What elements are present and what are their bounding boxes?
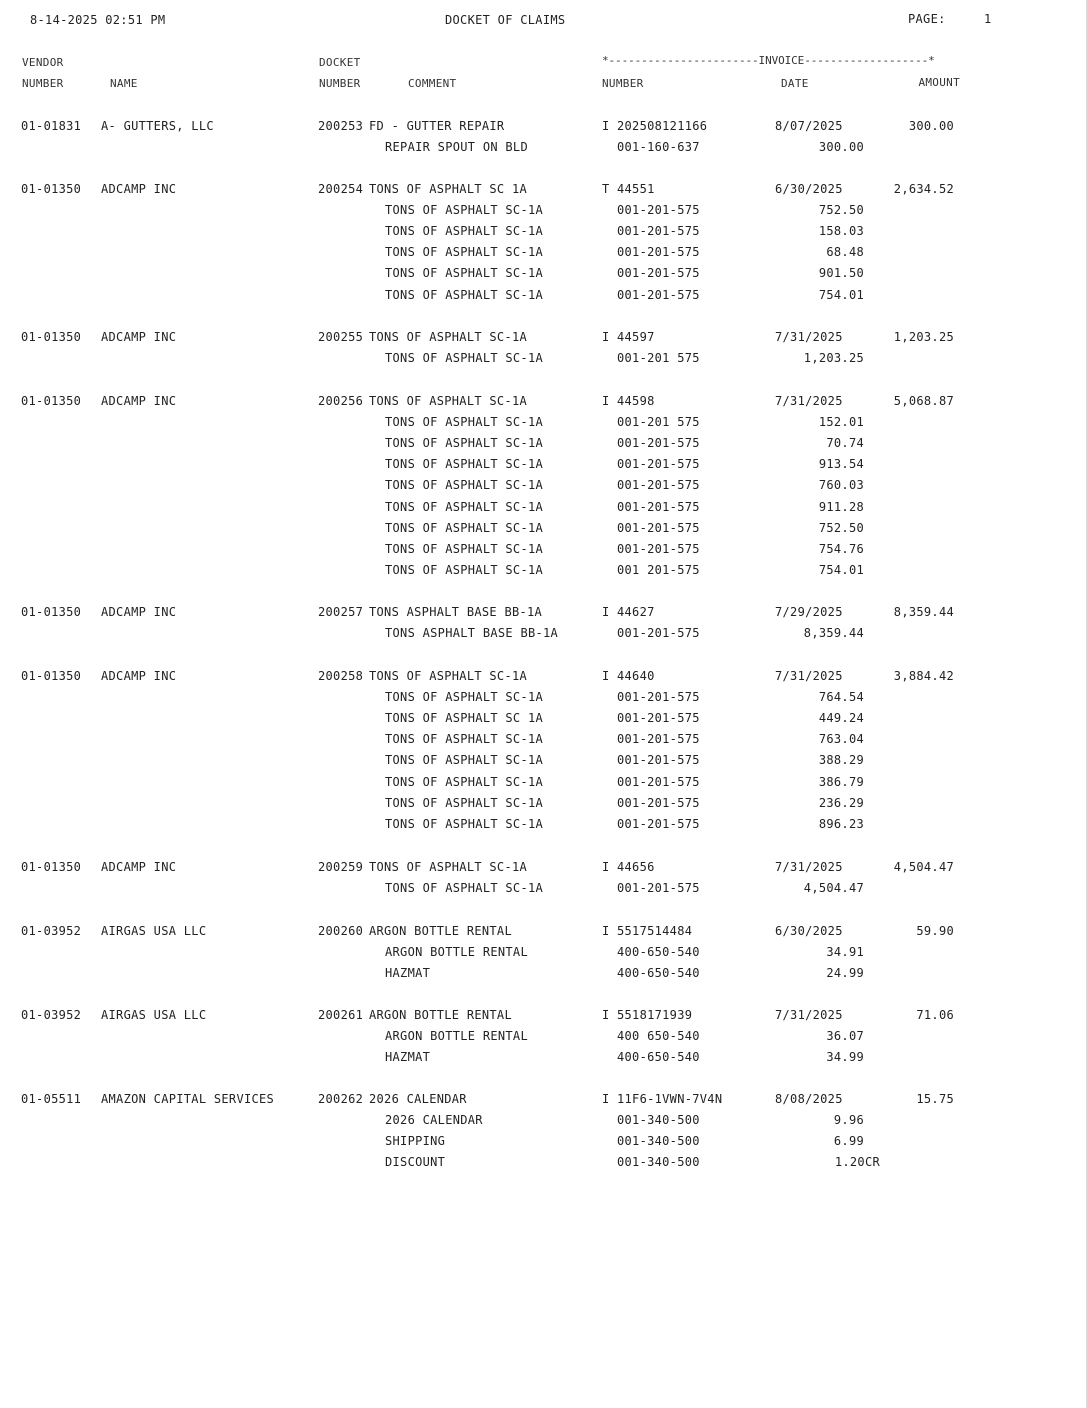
claim-comment: TONS OF ASPHALT SC-1A <box>369 669 528 683</box>
line-account: 001-201-575 <box>617 245 700 259</box>
vendor-name: ADCAMP INC <box>101 182 177 196</box>
line-description: TONS OF ASPHALT SC-1A <box>385 224 544 238</box>
invoice-date: 7/31/2025 <box>775 394 843 408</box>
line-amount: 911.28 <box>818 500 864 514</box>
invoice-amount: 4,504.47 <box>893 860 954 874</box>
line-account: 001-201-575 <box>617 542 700 556</box>
line-amount: 158.03 <box>818 224 864 238</box>
col-comment: COMMENT <box>408 77 457 90</box>
line-amount: 760.03 <box>818 478 864 492</box>
invoice-number: 44640 <box>617 669 655 683</box>
line-amount: 152.01 <box>818 415 864 429</box>
line-amount: 754.76 <box>818 542 864 556</box>
line-amount: 754.01 <box>818 288 864 302</box>
invoice-date: 6/30/2025 <box>775 182 843 196</box>
invoice-amount: 71.06 <box>916 1008 954 1022</box>
line-amount: 8,359.44 <box>803 626 864 640</box>
vendor-name: ADCAMP INC <box>101 394 177 408</box>
line-description: TONS OF ASPHALT SC-1A <box>385 753 544 767</box>
col-amount: AMOUNT <box>918 76 960 89</box>
invoice-number: 44551 <box>617 182 655 196</box>
invoice-amount: 59.90 <box>916 924 954 938</box>
col-date: DATE <box>781 77 809 90</box>
line-description: SHIPPING <box>385 1134 446 1148</box>
line-description: TONS OF ASPHALT SC-1A <box>385 775 544 789</box>
vendor-number: 01-03952 <box>21 1008 82 1022</box>
line-amount: 752.50 <box>818 521 864 535</box>
invoice-amount: 8,359.44 <box>893 605 954 619</box>
col-docket-number: NUMBER <box>319 77 361 90</box>
line-account: 001-160-637 <box>617 140 700 154</box>
line-amount: 1,203.25 <box>803 351 864 365</box>
invoice-date: 7/29/2025 <box>775 605 843 619</box>
invoice-type: I <box>602 860 610 874</box>
docket-number: 200255 <box>318 330 364 344</box>
line-amount: 24.99 <box>826 966 864 980</box>
docket-number: 200261 <box>318 1008 364 1022</box>
line-amount: 300.00 <box>818 140 864 154</box>
line-description: TONS OF ASPHALT SC-1A <box>385 690 544 704</box>
docket-number: 200257 <box>318 605 364 619</box>
col-invoice-banner: *-----------------------INVOICE-------------------* <box>602 54 935 67</box>
invoice-amount: 1,203.25 <box>893 330 954 344</box>
line-description: TONS OF ASPHALT SC-1A <box>385 351 544 365</box>
vendor-number: 01-01831 <box>21 119 82 133</box>
line-account: 001 201-575 <box>617 563 700 577</box>
line-account: 001-201-575 <box>617 732 700 746</box>
invoice-number: 5517514484 <box>617 924 693 938</box>
line-description: TONS OF ASPHALT SC-1A <box>385 817 544 831</box>
docket-number: 200256 <box>318 394 364 408</box>
invoice-amount: 300.00 <box>908 119 954 133</box>
invoice-type: T <box>602 182 610 196</box>
invoice-number: 44597 <box>617 330 655 344</box>
print-datetime: 8-14-2025 02:51 PM <box>30 13 166 27</box>
vendor-name: A- GUTTERS, LLC <box>101 119 214 133</box>
invoice-date: 6/30/2025 <box>775 924 843 938</box>
page-label: PAGE: <box>908 12 946 26</box>
claim-comment: TONS OF ASPHALT SC-1A <box>369 860 528 874</box>
invoice-type: I <box>602 394 610 408</box>
claim-comment: FD - GUTTER REPAIR <box>369 119 505 133</box>
docket-number: 200260 <box>318 924 364 938</box>
line-account: 001-201-575 <box>617 203 700 217</box>
vendor-name: AMAZON CAPITAL SERVICES <box>101 1092 275 1106</box>
line-description: TONS OF ASPHALT SC-1A <box>385 500 544 514</box>
line-description: 2026 CALENDAR <box>385 1113 483 1127</box>
line-account: 400-650-540 <box>617 945 700 959</box>
claim-comment: ARGON BOTTLE RENTAL <box>369 924 512 938</box>
line-account: 001-201 575 <box>617 351 700 365</box>
line-description: TONS OF ASPHALT SC-1A <box>385 478 544 492</box>
vendor-name: AIRGAS USA LLC <box>101 1008 207 1022</box>
line-account: 001-201-575 <box>617 500 700 514</box>
line-amount: 449.24 <box>818 711 864 725</box>
invoice-number: 202508121166 <box>617 119 708 133</box>
line-account: 001-201-575 <box>617 436 700 450</box>
col-invoice-number: NUMBER <box>602 77 644 90</box>
vendor-name: AIRGAS USA LLC <box>101 924 207 938</box>
line-amount: 386.79 <box>818 775 864 789</box>
line-description: ARGON BOTTLE RENTAL <box>385 1029 528 1043</box>
line-description: TONS OF ASPHALT SC-1A <box>385 245 544 259</box>
vendor-name: ADCAMP INC <box>101 669 177 683</box>
invoice-amount: 5,068.87 <box>893 394 954 408</box>
vendor-number: 01-01350 <box>21 394 82 408</box>
col-name: NAME <box>110 77 138 90</box>
line-account: 001-201-575 <box>617 775 700 789</box>
invoice-type: I <box>602 669 610 683</box>
line-description: REPAIR SPOUT ON BLD <box>385 140 528 154</box>
line-amount: 4,504.47 <box>803 881 864 895</box>
line-description: TONS OF ASPHALT SC-1A <box>385 881 544 895</box>
invoice-date: 8/08/2025 <box>775 1092 843 1106</box>
line-amount: 763.04 <box>818 732 864 746</box>
line-account: 001-201-575 <box>617 288 700 302</box>
docket-number: 200254 <box>318 182 364 196</box>
line-description: TONS OF ASPHALT SC-1A <box>385 288 544 302</box>
line-amount: 34.99 <box>826 1050 864 1064</box>
claim-comment: TONS OF ASPHALT SC 1A <box>369 182 528 196</box>
report-title: DOCKET OF CLAIMS <box>445 13 566 27</box>
invoice-type: I <box>602 1008 610 1022</box>
line-description: TONS OF ASPHALT SC-1A <box>385 266 544 280</box>
line-description: DISCOUNT <box>385 1155 446 1169</box>
invoice-date: 7/31/2025 <box>775 1008 843 1022</box>
line-description: TONS OF ASPHALT SC-1A <box>385 415 544 429</box>
col-vendor-number: NUMBER <box>22 77 64 90</box>
invoice-type: I <box>602 330 610 344</box>
invoice-number: 11F6-1VWN-7V4N <box>617 1092 723 1106</box>
line-description: HAZMAT <box>385 1050 431 1064</box>
line-description: HAZMAT <box>385 966 431 980</box>
line-amount: 70.74 <box>826 436 864 450</box>
line-account: 001-201-575 <box>617 796 700 810</box>
claim-comment: TONS OF ASPHALT SC-1A <box>369 330 528 344</box>
vendor-name: ADCAMP INC <box>101 330 177 344</box>
line-description: TONS OF ASPHALT SC-1A <box>385 203 544 217</box>
line-account: 001-340-500 <box>617 1134 700 1148</box>
line-amount: 6.99 <box>833 1134 864 1148</box>
line-amount: 896.23 <box>818 817 864 831</box>
line-amount: 9.96 <box>833 1113 864 1127</box>
invoice-amount: 15.75 <box>916 1092 954 1106</box>
invoice-type: I <box>602 924 610 938</box>
line-amount: 34.91 <box>826 945 864 959</box>
claim-comment: ARGON BOTTLE RENTAL <box>369 1008 512 1022</box>
invoice-amount: 2,634.52 <box>893 182 954 196</box>
vendor-number: 01-01350 <box>21 860 82 874</box>
line-amount: 36.07 <box>826 1029 864 1043</box>
line-description: TONS ASPHALT BASE BB-1A <box>385 626 559 640</box>
line-amount-credit: 1.20CR <box>834 1155 880 1169</box>
line-account: 001-340-500 <box>617 1155 700 1169</box>
invoice-number: 5518171939 <box>617 1008 693 1022</box>
invoice-date: 8/07/2025 <box>775 119 843 133</box>
vendor-number: 01-01350 <box>21 605 82 619</box>
invoice-type: I <box>602 1092 610 1106</box>
invoice-number: 44656 <box>617 860 655 874</box>
vendor-name: ADCAMP INC <box>101 860 177 874</box>
vendor-number: 01-03952 <box>21 924 82 938</box>
line-amount: 752.50 <box>818 203 864 217</box>
line-account: 001-201-575 <box>617 478 700 492</box>
line-account: 001-201-575 <box>617 881 700 895</box>
vendor-number: 01-05511 <box>21 1092 82 1106</box>
invoice-type: I <box>602 119 610 133</box>
line-account: 001-201-575 <box>617 457 700 471</box>
col-vendor-top: VENDOR <box>22 56 64 69</box>
line-account: 001-340-500 <box>617 1113 700 1127</box>
line-account: 001-201-575 <box>617 521 700 535</box>
line-account: 001-201 575 <box>617 415 700 429</box>
line-account: 001-201-575 <box>617 266 700 280</box>
claim-comment: TONS OF ASPHALT SC-1A <box>369 394 528 408</box>
line-description: TONS OF ASPHALT SC-1A <box>385 796 544 810</box>
line-description: TONS OF ASPHALT SC-1A <box>385 521 544 535</box>
claim-comment: TONS ASPHALT BASE BB-1A <box>369 605 543 619</box>
docket-number: 200253 <box>318 119 364 133</box>
vendor-name: ADCAMP INC <box>101 605 177 619</box>
claim-comment: 2026 CALENDAR <box>369 1092 467 1106</box>
line-account: 001-201-575 <box>617 626 700 640</box>
line-amount: 901.50 <box>818 266 864 280</box>
line-account: 001-201-575 <box>617 690 700 704</box>
line-description: TONS OF ASPHALT SC-1A <box>385 436 544 450</box>
col-docket-top: DOCKET <box>319 56 361 69</box>
invoice-type: I <box>602 605 610 619</box>
line-description: TONS OF ASPHALT SC-1A <box>385 732 544 746</box>
vendor-number: 01-01350 <box>21 182 82 196</box>
line-amount: 236.29 <box>818 796 864 810</box>
line-description: TONS OF ASPHALT SC 1A <box>385 711 544 725</box>
vendor-number: 01-01350 <box>21 669 82 683</box>
docket-number: 200262 <box>318 1092 364 1106</box>
invoice-amount: 3,884.42 <box>893 669 954 683</box>
docket-number: 200259 <box>318 860 364 874</box>
invoice-date: 7/31/2025 <box>775 330 843 344</box>
invoice-number: 44598 <box>617 394 655 408</box>
invoice-date: 7/31/2025 <box>775 860 843 874</box>
line-amount: 754.01 <box>818 563 864 577</box>
line-account: 400 650-540 <box>617 1029 700 1043</box>
line-amount: 764.54 <box>818 690 864 704</box>
line-description: ARGON BOTTLE RENTAL <box>385 945 528 959</box>
docket-number: 200258 <box>318 669 364 683</box>
line-description: TONS OF ASPHALT SC-1A <box>385 457 544 471</box>
line-amount: 388.29 <box>818 753 864 767</box>
line-account: 001-201-575 <box>617 711 700 725</box>
line-account: 001-201-575 <box>617 753 700 767</box>
line-account: 400-650-540 <box>617 1050 700 1064</box>
invoice-date: 7/31/2025 <box>775 669 843 683</box>
page-number: 1 <box>984 12 992 26</box>
line-amount: 68.48 <box>826 245 864 259</box>
vendor-number: 01-01350 <box>21 330 82 344</box>
line-description: TONS OF ASPHALT SC-1A <box>385 563 544 577</box>
line-account: 400-650-540 <box>617 966 700 980</box>
invoice-number: 44627 <box>617 605 655 619</box>
line-amount: 913.54 <box>818 457 864 471</box>
line-description: TONS OF ASPHALT SC-1A <box>385 542 544 556</box>
line-account: 001-201-575 <box>617 224 700 238</box>
line-account: 001-201-575 <box>617 817 700 831</box>
